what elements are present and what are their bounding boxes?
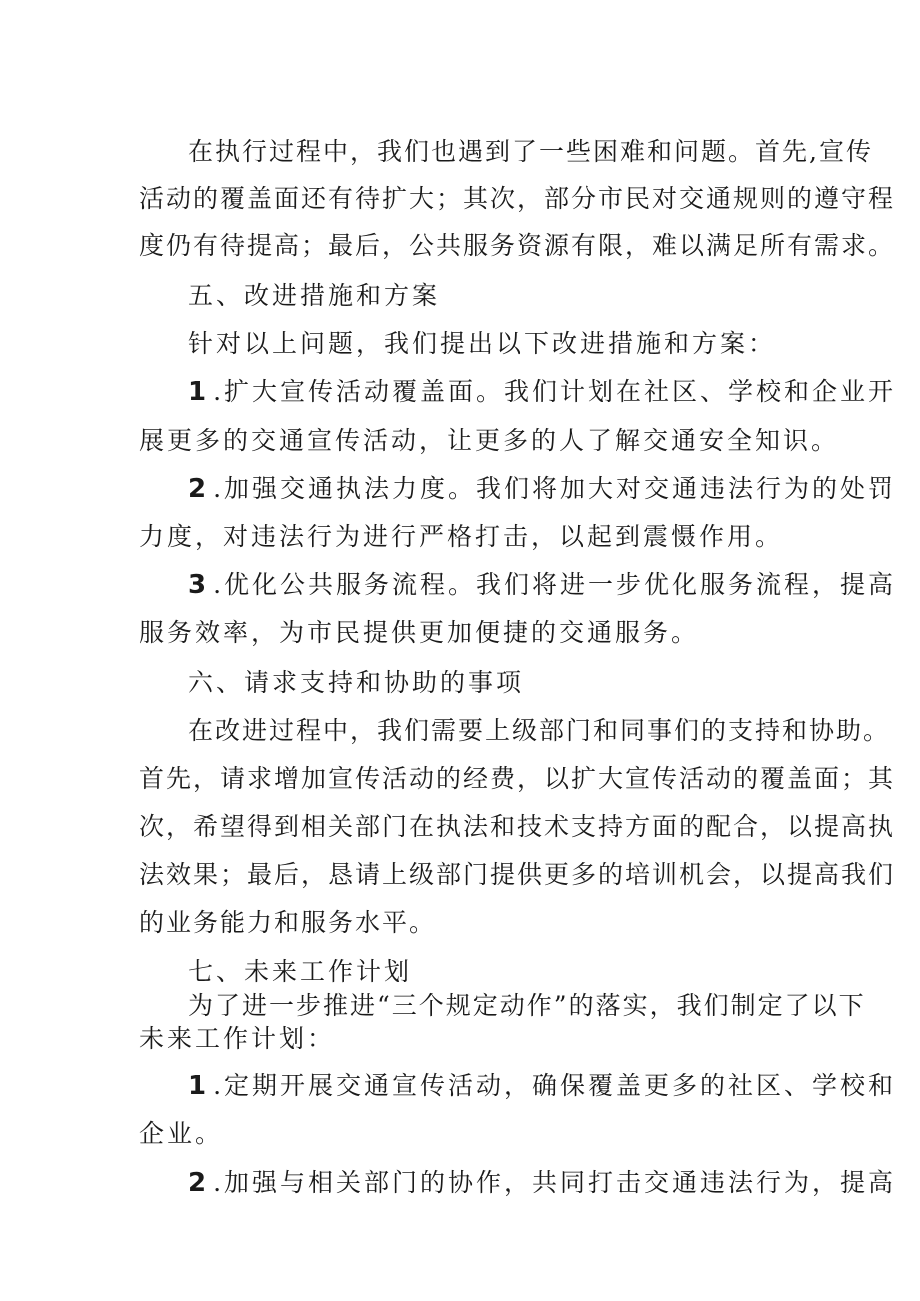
section-7-intro-line-2: 未来工作计划： (139, 1024, 336, 1053)
section-heading-5: 五、改进措施和方案 (188, 281, 441, 310)
paragraph-support-line-4: 法效果；最后，恳请上级部门提供更多的培训机会，以提高我们 (139, 860, 896, 889)
section-heading-6: 六、请求支持和协助的事项 (188, 668, 525, 697)
measure-number-2: 2 (188, 474, 210, 504)
section-heading-7: 七、未来工作计划 (188, 957, 413, 986)
paragraph-difficulties-line-3: 度仍有待提高；最后，公共服务资源有限，难以满足所有需求。 (139, 231, 896, 260)
paragraph-difficulties-line-2: 活动的覆盖面还有待扩大；其次，部分市民对交通规则的遵守程 (139, 184, 896, 213)
measure-text-2: .加强交通执法力度。我们将加大对交通违法行为的处罚 (213, 474, 897, 503)
plan-number-2: 2 (188, 1168, 210, 1198)
section-5-intro: 针对以上问题，我们提出以下改进措施和方案： (188, 329, 777, 358)
measure-item-2-line-2: 力度，对违法行为进行严格打击，以起到震慑作用。 (139, 522, 784, 551)
measure-item-3-line-2: 服务效率，为市民提供更加便捷的交通服务。 (139, 618, 700, 647)
plan-text-2: .加强与相关部门的协作，共同打击交通违法行为，提高 (213, 1168, 897, 1197)
plan-item-2 (188, 1168, 897, 1198)
paragraph-support-line-1: 在改进过程中，我们需要上级部门和同事们的支持和协助。 (188, 716, 891, 745)
measure-item-3 (188, 570, 897, 600)
paragraph-support-line-3: 次，希望得到相关部门在执法和技术支持方面的配合，以提高执 (139, 812, 896, 841)
paragraph-support-line-5: 的业务能力和服务水平。 (139, 908, 437, 937)
measure-number-3: 3 (188, 570, 210, 600)
plan-item-1 (188, 1071, 897, 1101)
paragraph-difficulties-line-1: 在执行过程中，我们也遇到了一些困难和问题。首先,宣传 (188, 137, 873, 166)
measure-item-2 (188, 474, 897, 504)
section-7-intro-line-1: 为了进一步推进“三个规定动作”的落实，我们制定了以下 (188, 991, 866, 1020)
plan-item-1-line-2: 企业。 (139, 1119, 224, 1148)
measure-text-1: .扩大宣传活动覆盖面。我们计划在社区、学校和企业开 (213, 377, 897, 406)
measure-number-1: 1 (188, 377, 210, 407)
paragraph-support-line-2: 首先，请求增加宣传活动的经费，以扩大宣传活动的覆盖面；其 (139, 764, 896, 793)
measure-item-1-line-2: 展更多的交通宣传活动，让更多的人了解交通安全知识。 (139, 426, 840, 455)
plan-text-1: .定期开展交通宣传活动，确保覆盖更多的社区、学校和 (213, 1071, 897, 1100)
measure-item-1 (188, 377, 897, 407)
measure-text-3: .优化公共服务流程。我们将进一步优化服务流程，提高 (213, 570, 897, 599)
plan-number-1: 1 (188, 1071, 210, 1101)
